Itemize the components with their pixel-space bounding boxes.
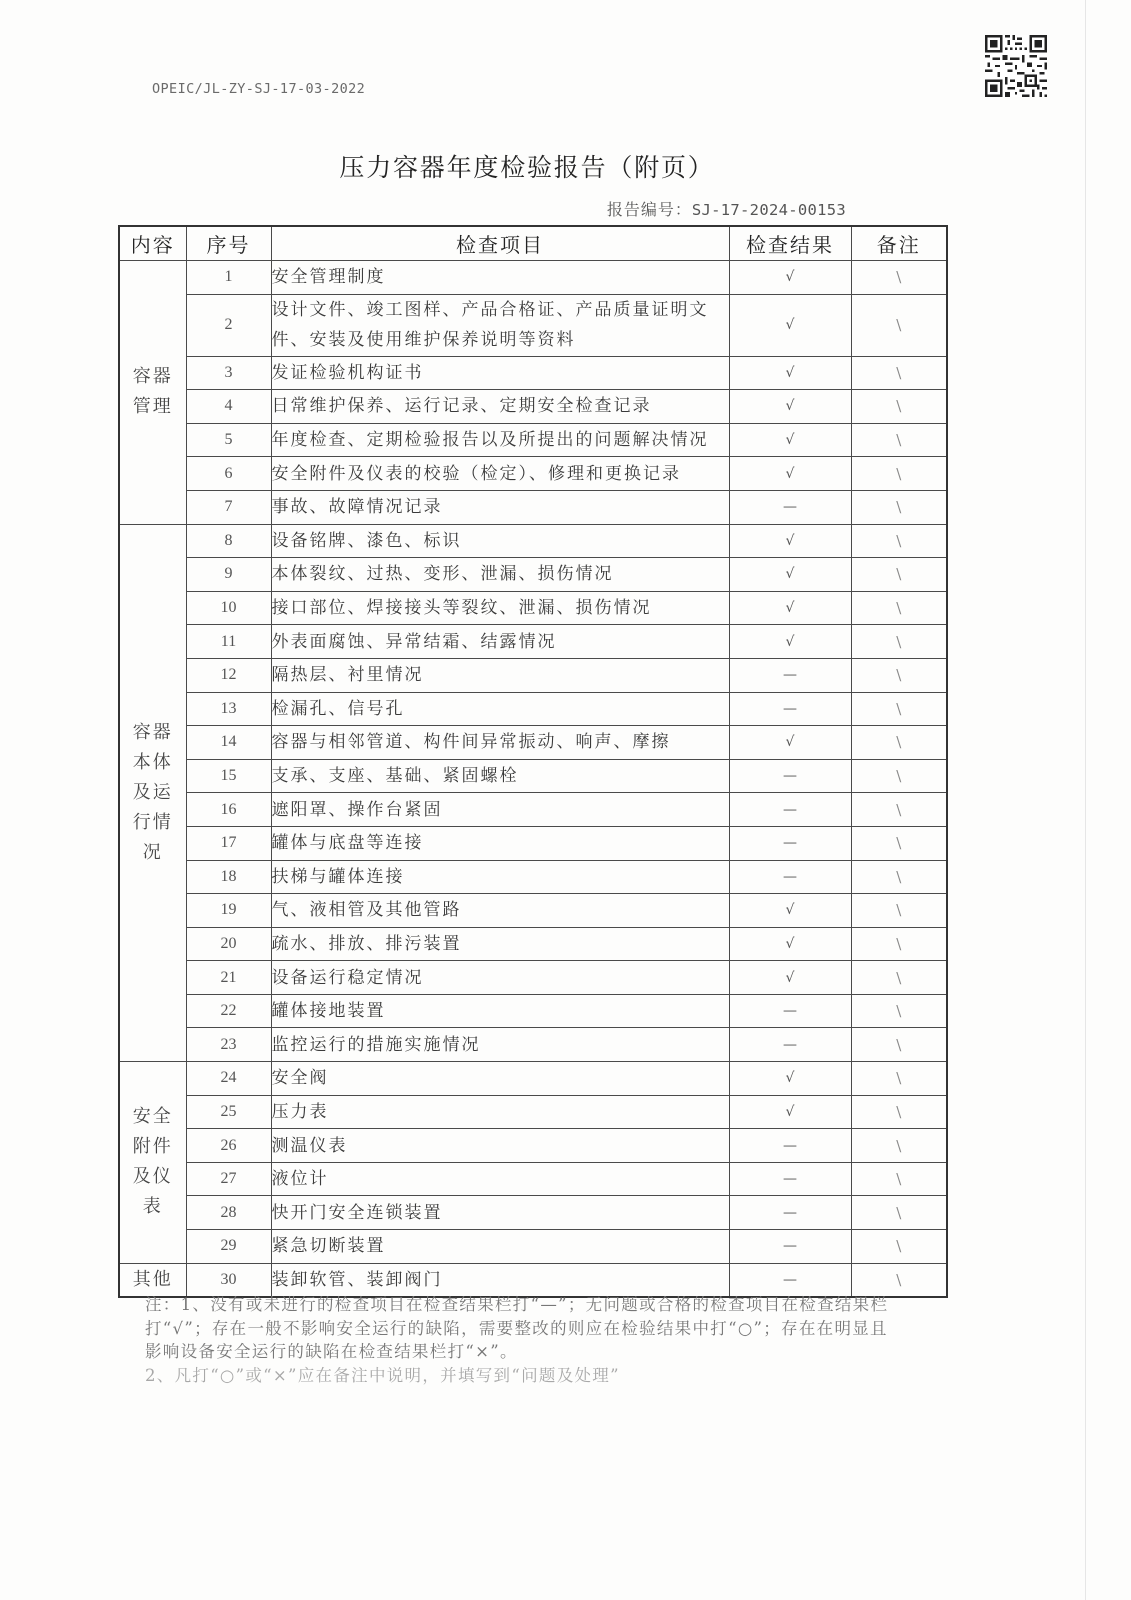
- row-number: 22: [186, 994, 271, 1028]
- inspection-result: √: [729, 894, 851, 928]
- section-label-vessel-management: [119, 261, 186, 525]
- section-label-text: 安全附件及仪表: [132, 1106, 173, 1218]
- row-number: 19: [186, 894, 271, 928]
- note-2: 2、凡打“○”或“×”应在备注中说明，并填写到“问题及处理”: [145, 1365, 620, 1385]
- remark: \: [851, 457, 947, 491]
- inspection-item: 事故、故障情况记录: [271, 490, 729, 524]
- inspection-item: 监控运行的措施实施情况: [271, 1028, 729, 1062]
- inspection-result: —: [729, 759, 851, 793]
- inspection-item: 本体裂纹、过热、变形、泄漏、损伤情况: [271, 558, 729, 592]
- remark: \: [851, 558, 947, 592]
- inspection-item: 日常维护保养、运行记录、定期安全检查记录: [271, 390, 729, 424]
- inspection-item: 遮阳罩、操作台紧固: [271, 793, 729, 827]
- row-number: 5: [186, 423, 271, 457]
- inspection-result: √: [729, 390, 851, 424]
- remark: \: [851, 625, 947, 659]
- inspection-result: —: [729, 1263, 851, 1297]
- inspection-result: √: [729, 591, 851, 625]
- row-number: 25: [186, 1095, 271, 1129]
- inspection-result: —: [729, 1162, 851, 1196]
- table-row: [119, 860, 947, 894]
- table-row: [119, 658, 947, 692]
- inspection-result: √: [729, 356, 851, 390]
- remark: \: [851, 390, 947, 424]
- row-number: 14: [186, 726, 271, 760]
- table-row: [119, 423, 947, 457]
- header-result: 检查结果: [729, 226, 851, 261]
- inspection-item: 年度检查、定期检验报告以及所提出的问题解决情况: [271, 423, 729, 457]
- row-number: 30: [186, 1263, 271, 1297]
- table-row: [119, 826, 947, 860]
- table-row: [119, 625, 947, 659]
- table-row: [119, 961, 947, 995]
- row-number: 24: [186, 1062, 271, 1096]
- row-number: 28: [186, 1196, 271, 1230]
- section-label-other: [119, 1263, 186, 1297]
- inspection-item: 扶梯与罐体连接: [271, 860, 729, 894]
- inspection-result: √: [729, 294, 851, 356]
- scan-edge-line: [1085, 0, 1086, 1600]
- remark: \: [851, 1062, 947, 1096]
- table-row: [119, 1028, 947, 1062]
- row-number: 13: [186, 692, 271, 726]
- remark: \: [851, 261, 947, 295]
- table-row: [119, 793, 947, 827]
- remark: \: [851, 1095, 947, 1129]
- table-row: [119, 994, 947, 1028]
- row-number: 1: [186, 261, 271, 295]
- row-number: 4: [186, 390, 271, 424]
- row-number: 23: [186, 1028, 271, 1062]
- inspection-result: √: [729, 726, 851, 760]
- header-no: 序号: [186, 226, 271, 261]
- remark: \: [851, 826, 947, 860]
- table-row: [119, 390, 947, 424]
- remark: \: [851, 726, 947, 760]
- inspection-result: —: [729, 692, 851, 726]
- table-row: [119, 356, 947, 390]
- report-number-value: SJ-17-2024-00153: [691, 201, 846, 219]
- inspection-result: √: [729, 524, 851, 558]
- section-label-text: 容器本体及运行情况: [132, 721, 173, 863]
- report-number: [607, 197, 846, 220]
- remark: \: [851, 423, 947, 457]
- inspection-item: 安全附件及仪表的校验（检定）、修理和更换记录: [271, 457, 729, 491]
- remark: \: [851, 793, 947, 827]
- inspection-item: 液位计: [271, 1162, 729, 1196]
- remark: \: [851, 524, 947, 558]
- inspection-item: 压力表: [271, 1095, 729, 1129]
- row-number: 26: [186, 1129, 271, 1163]
- remark: \: [851, 490, 947, 524]
- inspection-result: —: [729, 860, 851, 894]
- section-label-text: 容器管理: [132, 366, 173, 418]
- row-number: 27: [186, 1162, 271, 1196]
- remark: \: [851, 860, 947, 894]
- inspection-item: 接口部位、焊接接头等裂纹、泄漏、损伤情况: [271, 591, 729, 625]
- document-code: OPEIC/JL-ZY-SJ-17-03-2022: [152, 81, 366, 97]
- inspection-result: —: [729, 826, 851, 860]
- inspection-item: 设备运行稳定情况: [271, 961, 729, 995]
- remark: \: [851, 356, 947, 390]
- table-row: [119, 1196, 947, 1230]
- row-number: 16: [186, 793, 271, 827]
- inspection-result: —: [729, 1129, 851, 1163]
- inspection-item: 设备铭牌、漆色、标识: [271, 524, 729, 558]
- table-row: [119, 927, 947, 961]
- table-row: [119, 524, 947, 558]
- remark: \: [851, 759, 947, 793]
- table-row: [119, 591, 947, 625]
- inspection-result: √: [729, 1062, 851, 1096]
- inspection-item: 紧急切断装置: [271, 1230, 729, 1264]
- inspection-item: 设计文件、竣工图样、产品合格证、产品质量证明文件、安装及使用维护保养说明等资料: [271, 294, 729, 356]
- row-number: 3: [186, 356, 271, 390]
- row-number: 11: [186, 625, 271, 659]
- inspection-item: 装卸软管、装卸阀门: [271, 1263, 729, 1297]
- row-number: 15: [186, 759, 271, 793]
- inspection-item: 外表面腐蚀、异常结霜、结露情况: [271, 625, 729, 659]
- inspection-item: 疏水、排放、排污装置: [271, 927, 729, 961]
- inspection-result: √: [729, 927, 851, 961]
- section-label-safety-accessories: [119, 1062, 186, 1264]
- table-row: [119, 457, 947, 491]
- table-row: [119, 1095, 947, 1129]
- inspection-item: 安全管理制度: [271, 261, 729, 295]
- remark: \: [851, 894, 947, 928]
- remark: \: [851, 1196, 947, 1230]
- inspection-result: —: [729, 658, 851, 692]
- table-row: [119, 1162, 947, 1196]
- inspection-item: 罐体接地装置: [271, 994, 729, 1028]
- remark: \: [851, 591, 947, 625]
- inspection-item: 测温仪表: [271, 1129, 729, 1163]
- header-section: 内容: [119, 226, 186, 261]
- row-number: 10: [186, 591, 271, 625]
- row-number: 17: [186, 826, 271, 860]
- inspection-item: 罐体与底盘等连接: [271, 826, 729, 860]
- inspection-result: √: [729, 423, 851, 457]
- row-number: 21: [186, 961, 271, 995]
- table-row: [119, 692, 947, 726]
- remark: \: [851, 658, 947, 692]
- remark: \: [851, 961, 947, 995]
- notes: [145, 1293, 901, 1387]
- report-title: 压力容器年度检验报告（附页）: [339, 153, 715, 182]
- row-number: 12: [186, 658, 271, 692]
- qr-code: [985, 35, 1047, 97]
- remark: \: [851, 1028, 947, 1062]
- remark: \: [851, 1230, 947, 1264]
- table-row: [119, 1230, 947, 1264]
- remark: \: [851, 1129, 947, 1163]
- table-row: [119, 759, 947, 793]
- inspection-result: —: [729, 1028, 851, 1062]
- inspection-table: [118, 225, 948, 1298]
- note-1: 注：1、没有或未进行的检查项目在检查结果栏打“—”；无问题或合格的检查项目在检查结果栏打“√”；存在一般不影响安全运行的缺陷，需要整改的则应在检验结果中打“○”；存在在明显且影响设备安全运行的缺陷在检查结果栏打“×”。: [145, 1295, 889, 1361]
- table-row: [119, 558, 947, 592]
- inspection-result: √: [729, 961, 851, 995]
- inspection-result: √: [729, 261, 851, 295]
- table-header-row: [119, 226, 947, 261]
- inspection-item: 快开门安全连锁装置: [271, 1196, 729, 1230]
- remark: \: [851, 1263, 947, 1297]
- inspection-item: 隔热层、衬里情况: [271, 658, 729, 692]
- header-remark: 备注: [851, 226, 947, 261]
- inspection-result: —: [729, 1196, 851, 1230]
- row-number: 2: [186, 294, 271, 356]
- section-label-vessel-body-operation: [119, 524, 186, 1062]
- inspection-result: √: [729, 558, 851, 592]
- inspection-item: 容器与相邻管道、构件间异常振动、响声、摩擦: [271, 726, 729, 760]
- inspection-result: —: [729, 793, 851, 827]
- table-row: [119, 1062, 947, 1096]
- row-number: 9: [186, 558, 271, 592]
- inspection-result: —: [729, 490, 851, 524]
- header-item: 检查项目: [271, 226, 729, 261]
- row-number: 20: [186, 927, 271, 961]
- inspection-result: —: [729, 1230, 851, 1264]
- table-row: [119, 894, 947, 928]
- row-number: 8: [186, 524, 271, 558]
- inspection-result: √: [729, 1095, 851, 1129]
- inspection-result: √: [729, 457, 851, 491]
- table-row: [119, 261, 947, 295]
- inspection-item: 气、液相管及其他管路: [271, 894, 729, 928]
- inspection-result: √: [729, 625, 851, 659]
- row-number: 18: [186, 860, 271, 894]
- inspection-item: 安全阀: [271, 1062, 729, 1096]
- remark: \: [851, 994, 947, 1028]
- remark: \: [851, 692, 947, 726]
- report-number-label: 报告编号：: [606, 200, 692, 219]
- row-number: 7: [186, 490, 271, 524]
- inspection-item: 支承、支座、基础、紧固螺栓: [271, 759, 729, 793]
- table-row: [119, 490, 947, 524]
- section-label-text: 其他: [132, 1268, 173, 1290]
- remark: \: [851, 927, 947, 961]
- inspection-result: —: [729, 994, 851, 1028]
- table-row: [119, 726, 947, 760]
- remark: \: [851, 1162, 947, 1196]
- table-row: [119, 1129, 947, 1163]
- table-row: [119, 1263, 947, 1297]
- table-row: [119, 294, 947, 356]
- inspection-item: 检漏孔、信号孔: [271, 692, 729, 726]
- inspection-item: 发证检验机构证书: [271, 356, 729, 390]
- row-number: 29: [186, 1230, 271, 1264]
- row-number: 6: [186, 457, 271, 491]
- remark: \: [851, 294, 947, 356]
